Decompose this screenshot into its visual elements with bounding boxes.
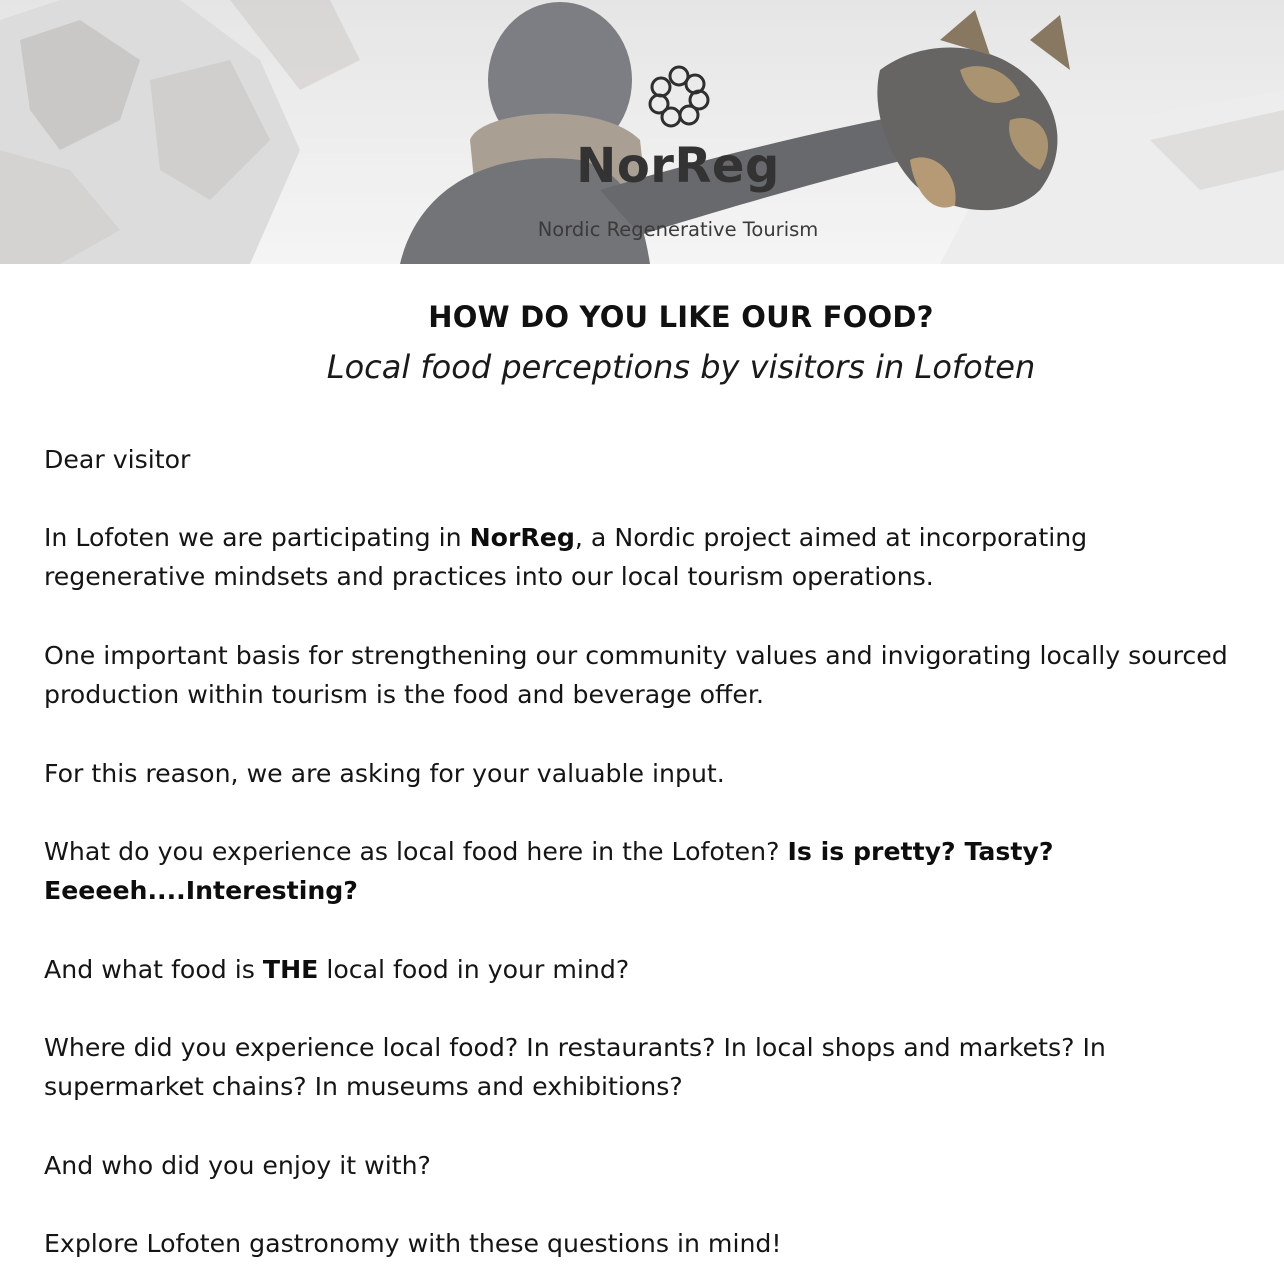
paragraph-text: In Lofoten we are participating in <box>44 523 470 552</box>
paragraph-basis: One important basis for strengthening our community values and invigorating locally sourced production within tourism is the food and beverage offer. <box>44 641 1228 709</box>
paragraph-text: And what food is <box>44 955 263 984</box>
emphasis-text: Is is pretty? Tasty? Eeeeeh....Interesting? <box>44 837 1054 905</box>
paragraph-reason: For this reason, we are asking for your valuable input. <box>44 759 725 788</box>
paragraph-where: Where did you experience local food? In restaurants? In local shops and markets? In supermarket chains? In museums and exhibitions? <box>44 1033 1106 1101</box>
project-name: NorReg <box>469 523 575 552</box>
greeting: Dear visitor <box>44 445 191 474</box>
paragraph-text: , a Nordic project aimed at incorporating regenerative mindsets and practices into our local tourism operations. <box>44 523 1088 591</box>
paragraph-the-food <box>44 950 1244 989</box>
header-banner <box>0 0 1284 264</box>
page-subtitle: Local food perceptions by visitors in Lofoten <box>326 348 1036 386</box>
paragraph-closing: Explore Lofoten gastronomy with these questions in mind! <box>44 1229 782 1258</box>
paragraph-project <box>44 518 1244 596</box>
page-title: HOW DO YOU LIKE OUR FOOD? <box>428 300 934 334</box>
paragraph-who: And who did you enjoy it with? <box>44 1151 431 1180</box>
paragraph-text: local food in your mind? <box>318 955 630 984</box>
paragraph-text: What do you experience as local food here in the Lofoten? <box>44 837 788 866</box>
emphasis-text: THE <box>262 955 319 984</box>
brand-tagline: Nordic Regenerative Tourism <box>537 218 819 241</box>
paragraph-experience <box>44 832 1244 910</box>
brand-name: NorReg <box>576 138 780 194</box>
flower-knot-icon <box>644 62 714 132</box>
